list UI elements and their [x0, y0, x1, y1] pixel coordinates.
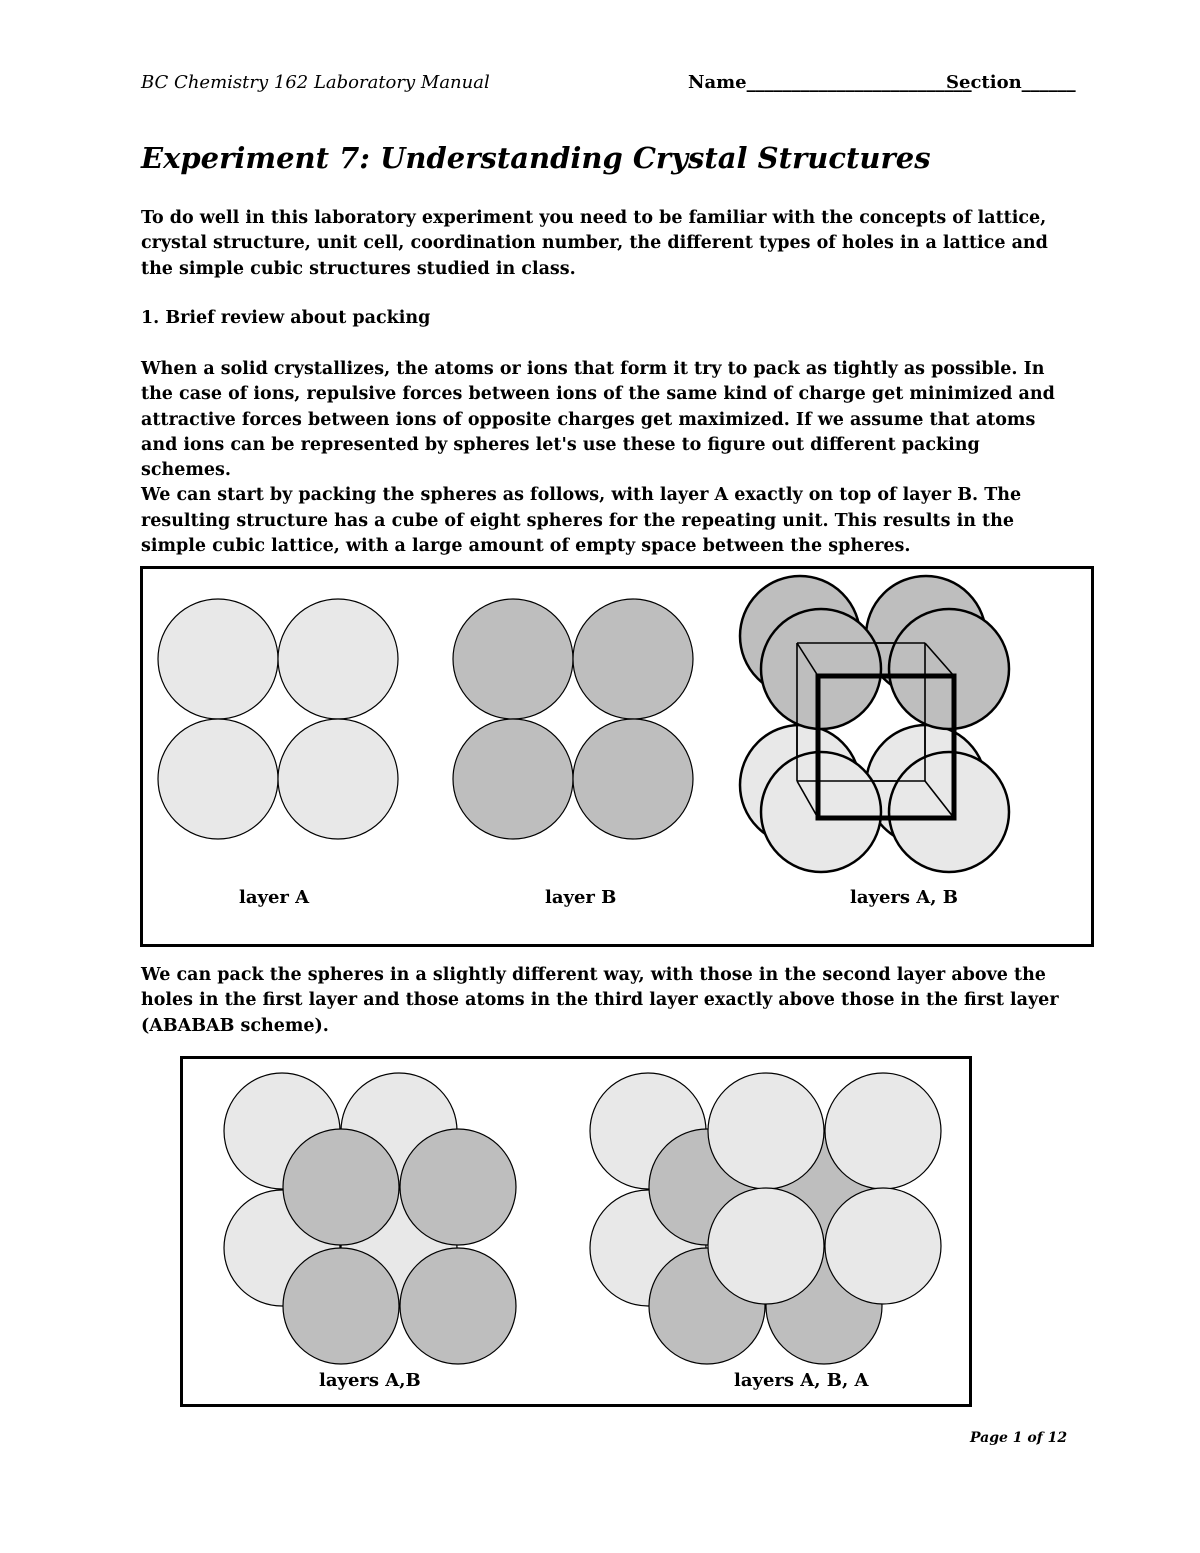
section-heading: 1. Brief review about packing — [141, 308, 431, 328]
header-course: BC Chemistry 162 Laboratory Manual — [141, 72, 490, 93]
sphere — [825, 1188, 941, 1304]
packing-paragraph-2: We can start by packing the spheres as follows, with layer A exactly on top of layer B. The resulting structure has a cube of eight spheres for the repeating unit. This results in the simple cubic lattice, with a large amount of empty space between the spheres. — [141, 485, 1022, 557]
layer-b-spheres — [453, 599, 693, 839]
caption-layers-ab: layers A, B — [850, 887, 959, 908]
sphere — [889, 609, 1009, 729]
page-number: Page 1 of 12 — [970, 1430, 1068, 1446]
sphere — [158, 719, 278, 839]
sphere — [573, 719, 693, 839]
sphere — [283, 1129, 399, 1245]
caption-layer-a: layer A — [239, 887, 310, 908]
sphere — [400, 1129, 516, 1245]
intro-paragraph: To do well in this laboratory experiment you need to be familiar with the concepts of lattice, crystal structure, unit cell, coordination number, the different types of holes in a lattice and the simple cubic structures studied in class. — [141, 208, 1048, 279]
figure-abab-packing — [180, 1056, 972, 1407]
sphere — [158, 599, 278, 719]
caption-layers-ab-2: layers A,B — [319, 1370, 421, 1391]
packing-paragraph-3: We can pack the spheres in a slightly different way, with those in the second layer above the holes in the first layer and those atoms in the third layer exactly above those in the first layer (ABABAB scheme). — [141, 965, 1059, 1036]
sphere — [400, 1248, 516, 1364]
caption-layer-b: layer B — [545, 887, 617, 908]
layer-a-spheres — [158, 599, 398, 839]
sphere — [283, 1248, 399, 1364]
sphere — [573, 599, 693, 719]
figure-simple-cubic — [140, 566, 1094, 947]
sphere — [278, 719, 398, 839]
sphere — [278, 599, 398, 719]
sphere — [453, 719, 573, 839]
sphere — [825, 1073, 941, 1189]
header-name-field: Name_________________________ — [688, 72, 972, 93]
sphere — [708, 1073, 824, 1189]
sphere — [761, 752, 881, 872]
header-section-field: Section______ — [946, 72, 1076, 93]
layers-ab-cube — [740, 576, 1009, 872]
sphere — [453, 599, 573, 719]
caption-layers-aba: layers A, B, A — [734, 1370, 869, 1391]
page-title: Experiment 7: Understanding Crystal Structures — [141, 141, 931, 175]
packing-paragraph-1: When a solid crystallizes, the atoms or ions that form it try to pack as tightly as possible. In the case of ions, repulsive forces between ions of the same kind of charge get minimized and attractive forces between ions of opposite charges get maximized. If we assume that atoms and ions can be represented by spheres let's use these to figure out different packing schemes. — [141, 359, 1055, 481]
figure-abab-drawing — [183, 1059, 969, 1404]
sphere — [761, 609, 881, 729]
packing-paragraphs — [141, 357, 1071, 559]
sphere — [708, 1188, 824, 1304]
